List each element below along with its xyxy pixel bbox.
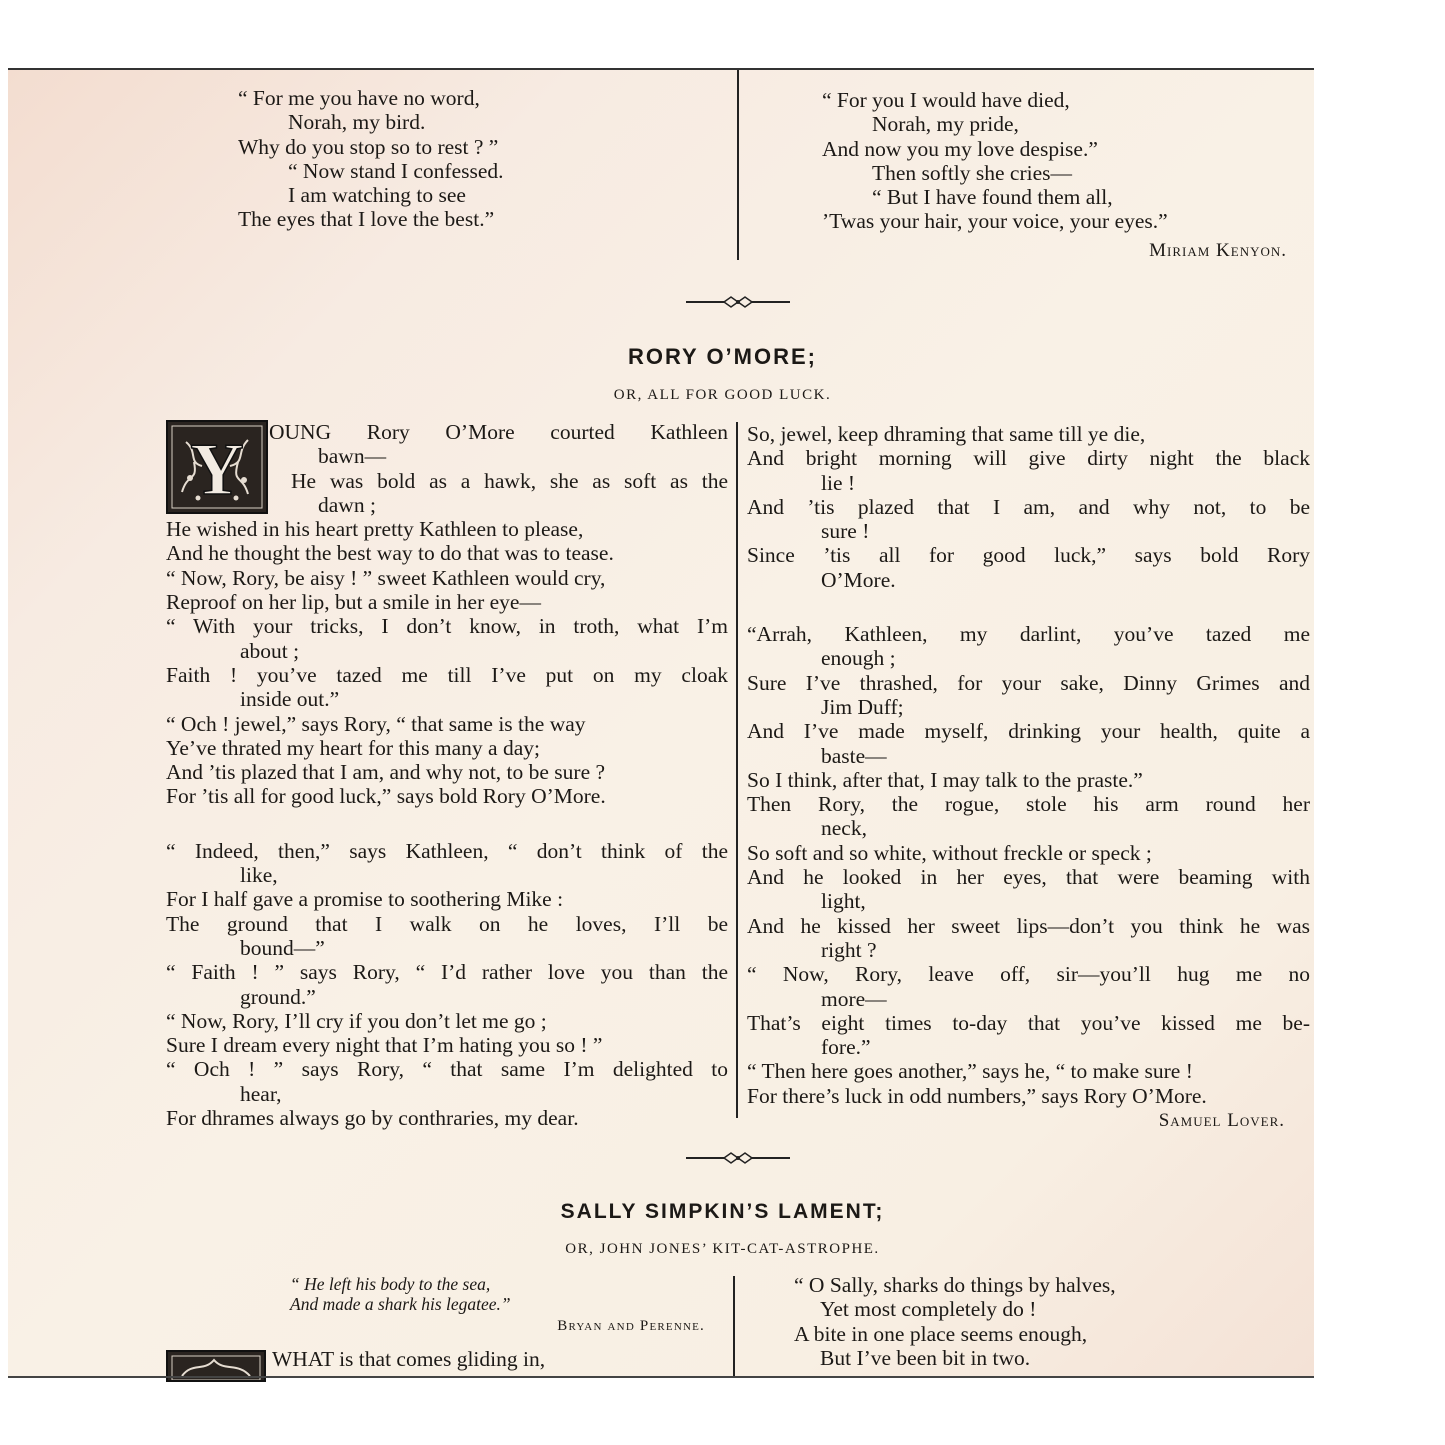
verse-line: dawn ;	[318, 492, 376, 517]
verse-line: “ Indeed, then,” says Kathleen, “ don’t think of the	[166, 838, 728, 863]
poem2-title: RORY O’MORE;	[627, 344, 817, 369]
verse-line: baste—	[821, 743, 887, 768]
epigraph-line: “ He left his body to the sea,	[290, 1274, 491, 1294]
verse-line: inside out.”	[240, 687, 340, 712]
verse-line: “ Och ! jewel,” says Rory, “ that same is the way	[166, 711, 586, 736]
verse-line: Ye’ve thrated my heart for this many a day;	[166, 735, 540, 760]
verse-line: And he kissed her sweet lips—don’t you think he was	[747, 913, 1310, 938]
verse-line: more—	[821, 986, 887, 1011]
poem3-title: SALLY SIMPKIN’S LAMENT;	[560, 1200, 885, 1223]
verse-line: “ Och ! ” says Rory, “ that same I’m delighted to	[166, 1057, 728, 1082]
verse-line: WHAT is that comes gliding in,	[272, 1347, 546, 1371]
verse-line: I am watching to see	[288, 183, 466, 208]
verse-line: For ’tis all for good luck,” says bold Rory O’More.	[166, 784, 606, 809]
verse-line: For there’s luck in odd numbers,” says Rory O’More.	[747, 1083, 1207, 1108]
poem3-left-column	[272, 1347, 722, 1371]
verse-line: He wished in his heart pretty Kathleen to please,	[166, 517, 584, 542]
verse-line: Yet most completely do !	[820, 1297, 1037, 1322]
verse-line: Norah, my pride,	[872, 112, 1019, 137]
poem2-right-column	[747, 422, 1310, 1108]
verse-line: So, jewel, keep dhraming that same till ye die,	[747, 422, 1146, 446]
verse-line: “ Now, Rory, leave off, sir—you’ll hug me no	[747, 962, 1310, 987]
verse-line: like,	[240, 863, 278, 888]
verse-line: “ For me you have no word,	[238, 86, 480, 110]
poem2-left-column	[166, 420, 728, 1130]
verse-line: “Arrah, Kathleen, my darlint, you’ve tazed me	[747, 622, 1310, 647]
verse-line: enough ;	[821, 646, 896, 671]
verse-line: Reproof on her lip, but a smile in her eye—	[166, 590, 541, 615]
ornament-divider	[686, 1150, 790, 1166]
poem1-left-stanza	[238, 86, 718, 232]
verse-line: O’More.	[821, 567, 896, 592]
poem3-subtitle: OR, JOHN JONES’ KIT-CAT-ASTROPHE.	[565, 1241, 880, 1257]
verse-line: Faith ! you’ve tazed me till I’ve put on my cloak	[166, 662, 728, 687]
epigraph-author: Bryan and Perenne.	[557, 1318, 705, 1334]
verse-line: For dhrames always go by conthraries, my dear.	[166, 1106, 579, 1131]
verse-line: And he thought the best way to do that was to tease.	[166, 541, 614, 566]
verse-line: “ Faith ! ” says Rory, “ I’d rather love you than the	[166, 960, 728, 985]
verse-line: bawn—	[318, 444, 387, 469]
verse-line: “ Now, Rory, I’ll cry if you don’t let me go ;	[166, 1008, 547, 1033]
verse-line: “ Now, Rory, be aisy ! ” sweet Kathleen would cry,	[166, 565, 606, 590]
dropcap-letter: Y	[190, 429, 244, 511]
verse-line: hear,	[240, 1081, 282, 1106]
verse-line: And he looked in her eyes, that were beaming with	[747, 865, 1310, 890]
verse-line: A bite in one place seems enough,	[794, 1321, 1088, 1346]
column-divider	[736, 422, 738, 1118]
poem3-right-column	[794, 1273, 1294, 1370]
poem2-subtitle: OR, ALL FOR GOOD LUCK.	[613, 387, 832, 403]
verse-line: Why do you stop so to rest ? ”	[238, 134, 499, 159]
verse-line: Norah, my bird.	[288, 110, 426, 135]
verse-line: right ?	[821, 937, 877, 962]
column-divider	[733, 1276, 735, 1376]
verse-line: And now you my love despise.”	[822, 136, 1098, 161]
top-rule	[8, 68, 1314, 70]
verse-line: bound—”	[240, 935, 325, 960]
verse-line: Sure I’ve thrashed, for your sake, Dinny Grimes and	[747, 670, 1310, 695]
verse-line: “ But I have found them all,	[872, 185, 1113, 210]
verse-line: And ’tis plazed that I am, and why not, to be sure ?	[166, 760, 606, 785]
verse-line: But I’ve been bit in two.	[820, 1345, 1031, 1370]
poem3-epigraph	[290, 1274, 710, 1314]
verse-line: He was bold as a hawk, she as soft as the	[291, 468, 728, 493]
ornament-divider	[686, 294, 790, 310]
verse-line: So soft and so white, without freckle or speck ;	[747, 840, 1152, 865]
verse-line: The eyes that I love the best.”	[238, 207, 495, 232]
verse-line: The ground that I walk on he loves, I’ll be	[166, 911, 728, 936]
verse-line: neck,	[821, 816, 867, 841]
column-divider	[737, 70, 739, 260]
verse-line: Sure I dream every night that I’m hating you so ! ”	[166, 1033, 603, 1058]
bottom-rule	[8, 1376, 1314, 1378]
poem1-author: Miriam Kenyon.	[1149, 240, 1287, 261]
verse-line: That’s eight times to-day that you’ve kissed me be-	[747, 1010, 1310, 1035]
verse-line: And ’tis plazed that I am, and why not, to be	[747, 494, 1310, 519]
poem1-right-stanza	[822, 88, 1302, 234]
verse-line: Then softly she cries—	[872, 160, 1073, 185]
verse-line: “ With your tricks, I don’t know, in troth, what I’m	[166, 614, 728, 639]
verse-line: And bright morning will give dirty night the black	[747, 446, 1310, 471]
verse-line: “ Now stand I confessed.	[288, 158, 504, 183]
verse-line: ’Twas your hair, your voice, your eyes.”	[822, 209, 1168, 234]
verse-line: “ For you I would have died,	[822, 88, 1070, 112]
verse-line: light,	[821, 889, 866, 914]
verse-line: OUNG Rory O’More courted Kathleen	[269, 420, 728, 444]
verse-line: about ;	[240, 638, 300, 663]
epigraph-line: And made a shark his legatee.”	[290, 1294, 511, 1314]
verse-line: For I half gave a promise to soothering Mike :	[166, 887, 564, 912]
verse-line: sure !	[821, 519, 870, 544]
verse-line: ground.”	[240, 984, 316, 1009]
verse-line: “ O Sally, sharks do things by halves,	[794, 1273, 1116, 1297]
verse-line: lie !	[821, 470, 856, 495]
poem2-author: Samuel Lover.	[1158, 1110, 1285, 1131]
verse-line: And I’ve made myself, drinking your health, quite a	[747, 719, 1310, 744]
verse-line: So I think, after that, I may talk to the praste.”	[747, 767, 1143, 792]
verse-line: Then Rory, the rogue, stole his arm round her	[747, 792, 1310, 817]
verse-line: Since ’tis all for good luck,” says bold Rory	[747, 543, 1310, 568]
verse-line: Jim Duff;	[821, 694, 904, 719]
verse-line: “ Then here goes another,” says he, “ to make sure !	[747, 1059, 1193, 1084]
verse-line: fore.”	[821, 1035, 871, 1060]
